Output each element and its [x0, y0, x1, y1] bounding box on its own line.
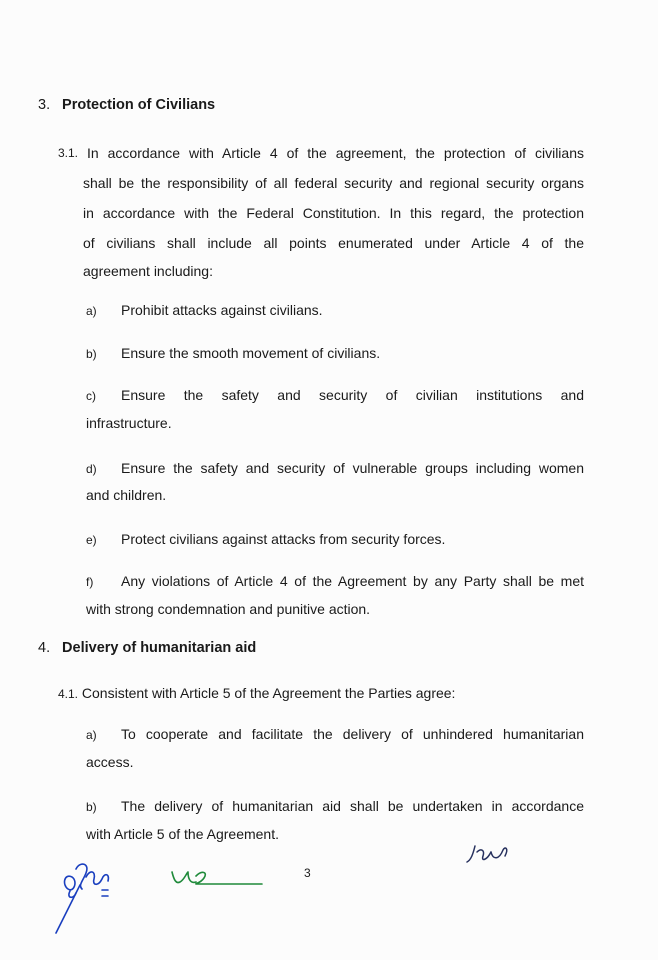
- section-4-number: 4.: [38, 640, 51, 656]
- subsection-3-1-line-4: of civilians shall include all points enumerated under Article 4 of the: [83, 235, 584, 251]
- subsection-4-1-number: 4.1.: [58, 687, 79, 701]
- list-item: [86, 720, 584, 750]
- item-letter: c): [86, 389, 96, 403]
- section-4-title: Delivery of humanitarian aid: [62, 640, 257, 656]
- list-item-continuation: and children.: [86, 487, 167, 503]
- item-letter: e): [86, 533, 97, 547]
- list-item-continuation: with Article 5 of the Agreement.: [86, 826, 279, 842]
- signature-right: [465, 838, 515, 868]
- subsection-3-1-line-2: shall be the responsibility of all federal security and regional security organs: [83, 175, 584, 191]
- item-text: Ensure the smooth movement of civilians.: [121, 345, 381, 361]
- signature-left: [50, 855, 125, 940]
- section-3-title: Protection of Civilians: [62, 97, 216, 113]
- subsection-4-1: [58, 678, 455, 709]
- item-letter: b): [86, 800, 97, 814]
- list-item-continuation: access.: [86, 754, 134, 770]
- list-item: [86, 296, 323, 326]
- signature-middle: [168, 862, 268, 892]
- item-text: Ensure the safety and security of vulnerable groups including women: [121, 460, 584, 476]
- item-letter: d): [86, 462, 97, 476]
- item-text: Protect civilians against attacks from security forces.: [121, 531, 446, 547]
- subsection-3-1-line-5: agreement including:: [83, 263, 213, 279]
- section-4-heading: [38, 640, 256, 656]
- list-item-continuation: infrastructure.: [86, 415, 172, 431]
- subsection-4-1-text: Consistent with Article 5 of the Agreement the Parties agree:: [81, 685, 456, 701]
- list-item: [86, 339, 380, 369]
- list-item: [86, 381, 584, 411]
- item-text: Any violations of Article 4 of the Agreement by any Party shall be met: [121, 573, 584, 589]
- list-item: [86, 792, 584, 822]
- item-letter: a): [86, 304, 97, 318]
- item-letter: a): [86, 728, 97, 742]
- section-3-heading: [38, 97, 215, 113]
- subsection-3-1-line-3: in accordance with the Federal Constitution. In this regard, the protection: [83, 205, 584, 221]
- section-3-number: 3.: [38, 97, 51, 113]
- item-letter: b): [86, 347, 97, 361]
- list-item: [86, 567, 584, 597]
- list-item-continuation: with strong condemnation and punitive action.: [86, 601, 371, 617]
- list-item: [86, 525, 445, 555]
- item-text: The delivery of humanitarian aid shall be undertaken in accordance: [121, 798, 584, 814]
- item-letter: f): [86, 575, 94, 589]
- item-text: To cooperate and facilitate the delivery of unhindered humanitarian: [121, 726, 584, 742]
- subsection-3-1-line-1: In accordance with Article 4 of the agreement, the protection of civilians: [87, 145, 584, 161]
- list-item: [86, 454, 584, 484]
- subsection-3-1-number: 3.1.: [58, 146, 79, 160]
- item-text: Prohibit attacks against civilians.: [121, 302, 323, 318]
- item-text: Ensure the safety and security of civilian institutions and: [121, 387, 584, 403]
- page-number: 3: [304, 866, 311, 880]
